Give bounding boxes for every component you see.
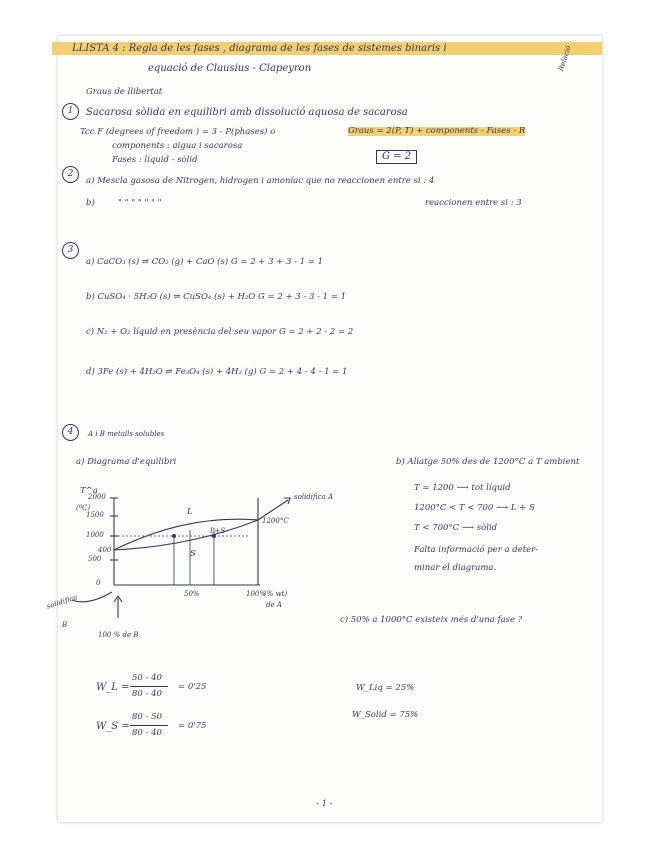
question-number-1: 1: [62, 103, 79, 120]
x-tick-100: 100%: [246, 590, 267, 598]
wl-fraction-bar: [130, 686, 168, 687]
solidifica-A-label: solidifica A: [294, 493, 334, 501]
q3-b: b) CuSO₄ · 5H₂O (s) ⇌ CuSO₄ (s) + H₂O G = 2 + 3 - 3 - 1 = 1: [86, 292, 347, 302]
ws-fraction-bar: [130, 725, 168, 726]
q3-d: d) 3Fe (s) + 4H₂O ⇌ Fe₃O₄ (s) + 4H₂ (g) G = 2 + 4 - 4 - 1 = 1: [86, 367, 348, 377]
tick-1500: 1500: [86, 511, 104, 519]
region-LS: L+S: [210, 527, 226, 535]
q4-intro: A i B metalls solubles: [88, 430, 165, 438]
question-number-4: 4: [62, 424, 79, 441]
ws-label: W_S =: [96, 721, 130, 732]
q1-line-4: Fases : líquid - sòlid: [112, 155, 198, 165]
q1-result-box: G = 2: [376, 150, 417, 164]
x-tick-50: 50%: [184, 590, 200, 598]
page-number: - 1 -: [316, 799, 333, 809]
solidifica-B-letter: B: [62, 621, 68, 629]
y-axis-unit: (ºC): [76, 504, 91, 512]
q2-b-label: b): [86, 198, 95, 208]
q4-b-title: b) Aliatge 50% des de 1200°C a T ambient: [396, 457, 580, 467]
q4-a-label: a) Diagrama d'equilibri: [76, 457, 177, 467]
q1-line-3: components : aigua i sacarosa: [112, 141, 243, 151]
tick-500: 500: [88, 555, 102, 563]
wl-label: W_L =: [96, 682, 130, 693]
q4-b-line-1: T = 1200 ⟶ tot líquid: [414, 483, 511, 493]
x-axis-unit: (% wt): [264, 590, 288, 598]
w-liq-result: W_Liq = 25%: [356, 683, 415, 693]
tick-2000: 2000: [88, 493, 106, 501]
q2-b-quotes: " " " " " " ": [118, 198, 162, 208]
tick-400: 400: [98, 546, 112, 554]
question-number-3: 3: [62, 242, 79, 259]
liquidus-line: [114, 519, 258, 550]
bottom-label: 100 % de B: [98, 631, 139, 639]
q4-b-line-5: minar el diagrama.: [414, 563, 497, 573]
region-L: L: [187, 507, 193, 517]
side-note: Relació: [557, 44, 573, 73]
q4-b-line-2: 1200°C < T < 700 ⟶ L + S: [414, 503, 535, 513]
q2-a: a) Mescla gasosa de Nitrogen, hidrogen i amoníac que no reaccionen entre si : 4: [86, 176, 435, 186]
wl-numerator: 50 - 40: [132, 673, 162, 683]
header-line-2: equació de Clausius - Clapeyron: [148, 63, 312, 74]
q1-line-2: Tcc F (degrees of freedom ) = 3 - P(phases) o: [80, 127, 276, 137]
tick-0: 0: [96, 579, 101, 587]
y-axis-title: T^a: [80, 486, 98, 496]
region-S: S: [190, 549, 196, 559]
q4-b-line-3: T < 700°C ⟶ sòlid: [414, 523, 498, 533]
section-title: Graus de llibertat: [86, 87, 163, 97]
q4-c-line: c) 50% a 1000°C existeix més d'una fase ?: [340, 615, 523, 625]
wl-denominator: 80 - 40: [132, 689, 162, 699]
ws-denominator: 80 - 40: [132, 728, 162, 738]
q3-a: a) CaCO₃ (s) ⇌ CO₂ (g) + CaO (s) G = 2 + 3 + 3 - 1 = 1: [86, 257, 324, 267]
q4-b-line-4: Falta informació per a deter-: [414, 545, 539, 555]
wl-result: = 0'25: [178, 682, 207, 692]
temp-1200-label: 1200°C: [262, 517, 289, 525]
x-axis-unit-2: de A: [266, 601, 282, 609]
ws-numerator: 80 - 50: [132, 712, 162, 722]
ws-result: = 0'75: [178, 721, 207, 731]
w-solid-result: W_Solid = 75%: [352, 710, 419, 720]
q3-c: c) N₂ + O₂ líquid en presència del seu vapor G = 2 + 2 - 2 = 2: [86, 327, 354, 337]
q2-b-tail: reaccionen entre si : 3: [425, 198, 522, 208]
header-line-1: LLISTA 4 : Regla de les fases , diagrama de les fases de sistemes binaris i: [72, 43, 447, 54]
q1-formula-highlight: Graus = 2(P, T) + components - Fases - R: [348, 126, 526, 136]
tick-1000: 1000: [86, 531, 104, 539]
question-number-2: 2: [62, 166, 79, 183]
q1-line-1: Sacarosa sòlida en equilibri amb dissolució aquosa de sacarosa: [86, 107, 408, 118]
solidifica-B-label: solidifica: [45, 593, 79, 611]
